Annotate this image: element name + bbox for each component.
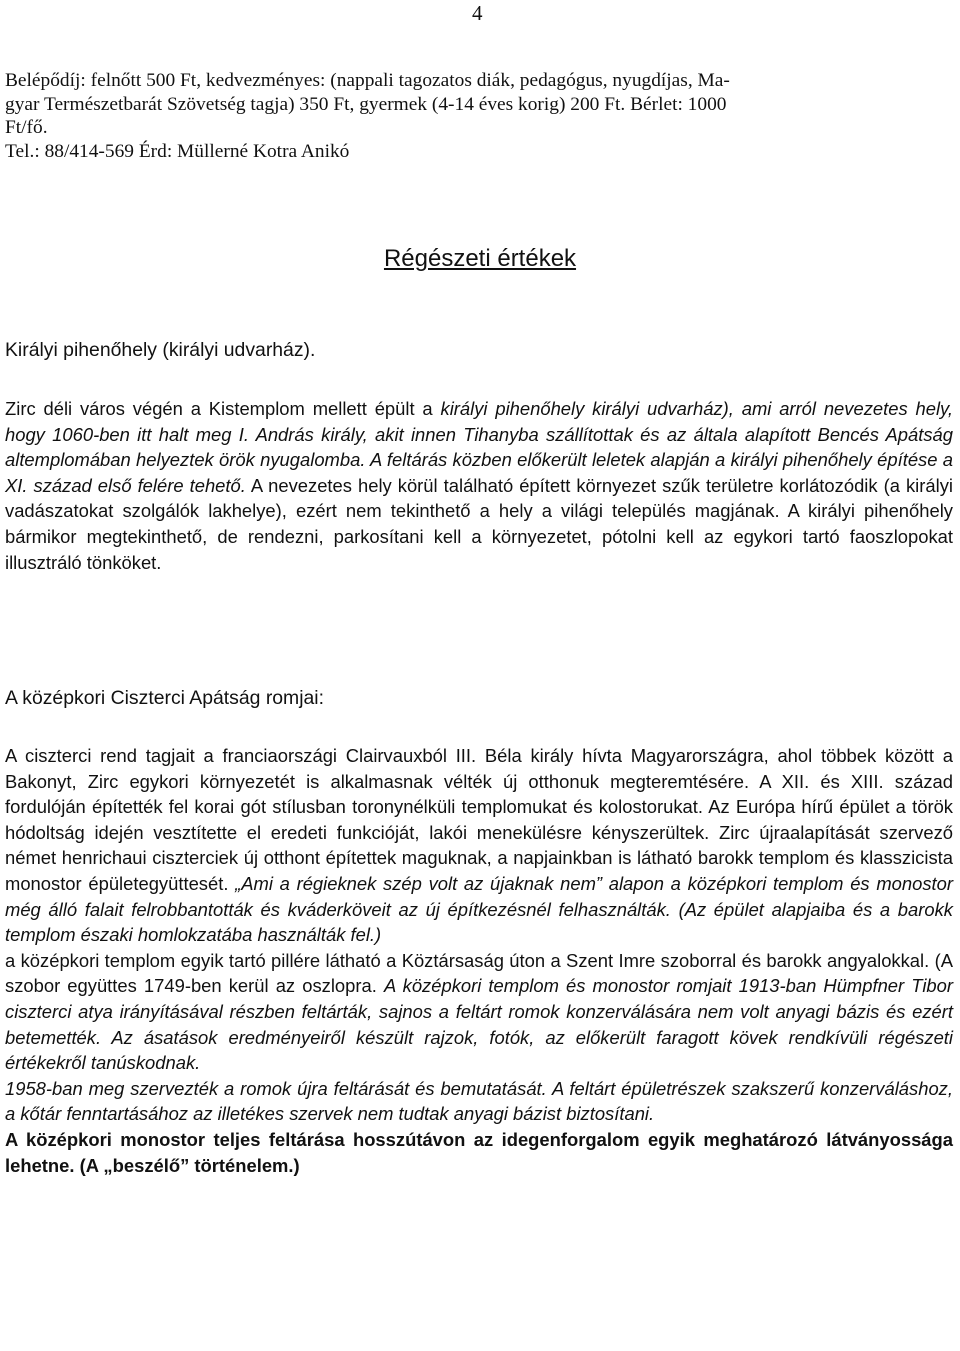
entry-fee-line: Belépődíj: felnőtt 500 Ft, kedvezményes: (nappali tagozatos diák, pedagógus, nyugdíjas, Ma-	[5, 70, 730, 91]
royal-rest-paragraph	[5, 396, 953, 575]
royal-rest-heading: Királyi pihenőhely (királyi udvarház).	[5, 339, 316, 361]
contact-line: Tel.: 88/414-569 Érd: Müllerné Kotra Anikó	[5, 140, 350, 162]
abbey-text: A ciszterci rend tagjait a franciaországi Clairvauxból III. Béla király hívta Magyarországra, ahol többek között a Bakonyt, Zirc egykori környezetét is alkalmasnak vélték új otthonuk megteremtésére. A XII. és XIII. század fordulóján építették fel korai gót stílusban toronynélküli templomukat és kolostorukat. Az Európa hírű épület a török hódoltság idején vesztítette el eredeti funkcióját, lakói menekülésre kényszerültek. Zirc újraalapítását szervező német henrichaui ciszterciek új otthont építettek maguknak, a napjainkban is látható barokk templom és klasszicista monostor épületegyüttesét.	[5, 745, 953, 894]
abbey-heading: A középkori Ciszterci Apátság romjai:	[5, 687, 324, 709]
abbey-italic-text: „Ami a régieknek szép volt az újaknak nem” alapon a középkori templom és monostor még álló falait felrobbantották és kváderköveit az új építkezésnél felhasználták. (Az épület alapjaiba és a barokk templom északi homlokzatába használták fel.)	[5, 872, 953, 946]
entry-fee-line: Ft/fő.	[5, 117, 48, 139]
abbey-paragraph	[5, 1076, 953, 1127]
entry-fee-line: gyar Természetbarát Szövetség tagja) 350 Ft, gyermek (4-14 éves korig) 200 Ft. Bérlet: 1000	[5, 93, 727, 115]
royal-rest-italic-text: királyi pihenőhely királyi udvarház), ami arról nevezetes hely, hogy 1060-ben itt halt meg I. András király, akit innen Tihanyba szállítottak és az általa alapított Bencés Apátság altemplomában helyeztek örök nyugalomba. A feltárás közben előkerült leletek alapján a királyi pihenőhely építése a XI. század első felére tehető.	[5, 398, 953, 496]
abbey-italic-text: A középkori templom és monostor romjait 1913-ban Hümpfner Tibor ciszterci atya irányításával részben feltárták, sajnos a feltárt romok konzerválására nem volt anyagi bázis és ezért betemették. Az ásatások eredményeiről készült rajzok, fotók, az előkerült faragott kövek rendkívüli régészeti értékekről tanúskodnak.	[5, 975, 953, 1074]
page-number: 4	[472, 1, 483, 25]
royal-rest-text: Zirc déli város végén a Kistemplom mellett épült a	[5, 398, 441, 419]
section-title: Régészeti értékek	[383, 245, 577, 272]
abbey-paragraph	[5, 743, 953, 948]
abbey-body	[5, 743, 953, 1178]
entry-fees-block	[5, 69, 953, 163]
royal-rest-text: A nevezetes hely körül található épített környezet szűk területre korlátozódik (a királyi vadászatokat szolgálók lakhelye), ezért nem tekinthető a hely a világi település magjának. A királyi pihenőhely bármikor megtekinthető, de rendezni, parkosítani kell a környezetet, pótolni kell az egykori tartó faoszlopokat illusztráló tönköket.	[5, 474, 953, 573]
abbey-italic-text: 1958-ban meg szervezték a romok újra feltárását és bemutatását. A feltárt épületrészek szakszerű konzerváláshoz, a kőtár fenntartásához az illetékes szervek nem tudtak anyagi bázist biztosítani.	[5, 1077, 953, 1125]
abbey-text: a középkori templom egyik tartó pillére látható a Köztársaság úton a Szent Imre szoborral és barokk angyalokkal. (A szobor együttes 1749-ben kerül az oszlopra.	[5, 949, 953, 997]
abbey-paragraph	[5, 948, 953, 1076]
abbey-closing-paragraph: A középkori monostor teljes feltárása hosszútávon az idegenforgalom egyik meghatározó látványossága lehetne. (A „beszélő” történelem.)	[5, 1128, 953, 1176]
